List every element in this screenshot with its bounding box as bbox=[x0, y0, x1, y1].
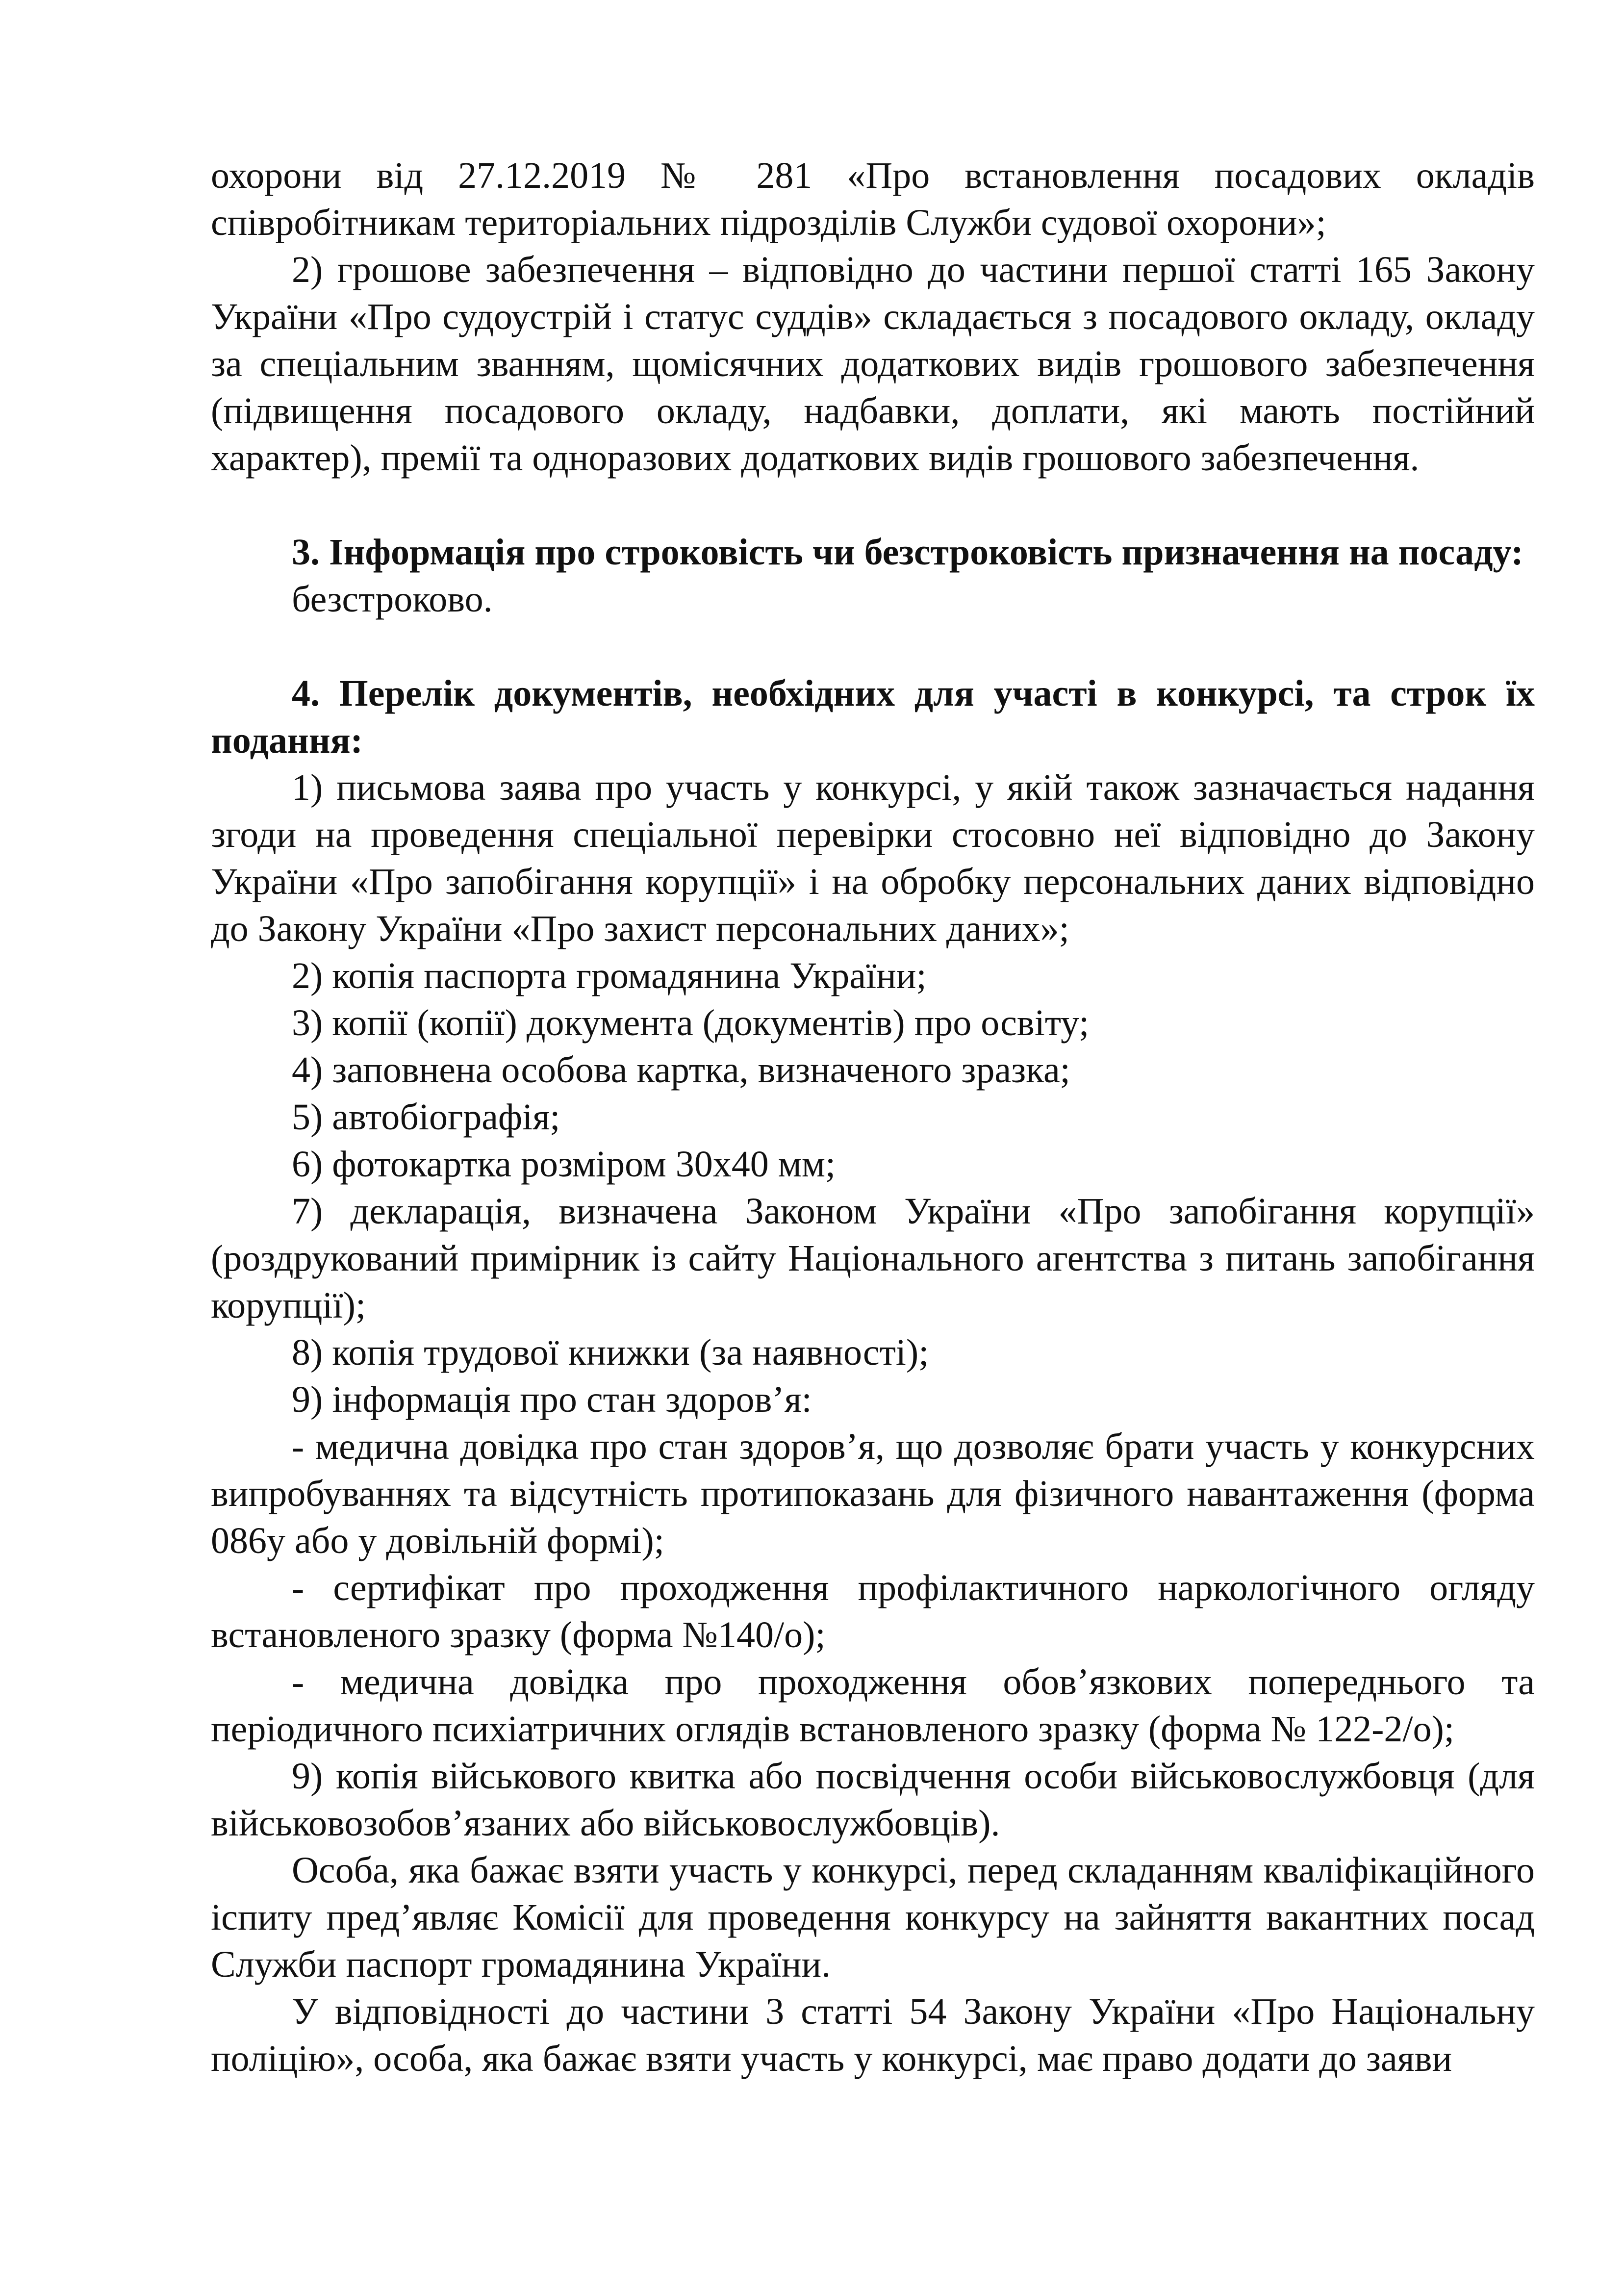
passport-paragraph: Особа, яка бажає взяти участь у конкурсі, перед складанням кваліфікаційного іспиту пред’являє Комісії для проведення конкурсу на зайняття вакантних посад Служби паспорт громадянина України. bbox=[211, 1850, 1535, 1985]
health-list-item: - медична довідка про проходження обов’язкових попереднього та періодичного психіатричних оглядів встановленого зразку (форма № 122-2/о); bbox=[211, 1661, 1535, 1750]
document-list-item: 5) автобіографія; bbox=[292, 1096, 560, 1138]
health-list-item: - сертифікат про проходження профілактичного наркологічного огляду встановленого зразку (форма №140/о); bbox=[211, 1567, 1535, 1656]
section4-heading: 4. Перелік документів, необхідних для участі в конкурсі, та строк їх подання: bbox=[211, 673, 1535, 761]
spacer bbox=[211, 623, 1535, 670]
document-list-item: 6) фотокартка розміром 30х40 мм; bbox=[292, 1144, 836, 1185]
document-list-item: 2) копія паспорта громадянина України; bbox=[292, 955, 927, 996]
section3-text: безстроково. bbox=[292, 579, 493, 620]
section3-heading: 3. Інформація про строковість чи безстроковість призначення на посаду: bbox=[292, 532, 1523, 573]
document-list-item: 4) заповнена особова картка, визначеного зразка; bbox=[292, 1049, 1070, 1091]
document-list-item: 3) копії (копії) документа (документів) про освіту; bbox=[292, 1002, 1090, 1044]
continuation-paragraph: охорони від 27.12.2019 № 281 «Про встановлення посадових окладів співробітникам територіальних підрозділів Служби судової охорони»; bbox=[211, 155, 1535, 243]
document-list-item: 7) декларація, визначена Законом України «Про запобігання корупції» (роздрукований примірник із сайту Національного агентства з питань запобігання корупції); bbox=[211, 1191, 1535, 1326]
document-list-item: 1) письмова заява про участь у конкурсі, у якій також зазначається надання згоди на проведення спеціальної перевірки стосовно неї відповідно до Закону України «Про запобігання корупції» і на обробку персональних даних відповідно до Закону України «Про захист персональних даних»; bbox=[211, 767, 1535, 949]
document-list-item: 9) інформація про стан здоров’я: bbox=[292, 1379, 812, 1420]
police-law-paragraph: У відповідності до частини 3 статті 54 Закону України «Про Національну поліцію», особа, яка бажає взяти участь у конкурсі, має право додати до заяви bbox=[211, 1991, 1535, 2079]
document-page bbox=[211, 152, 1535, 2082]
spacer bbox=[211, 482, 1535, 529]
salary-item: 2) грошове забезпечення – відповідно до частини першої статті 165 Закону України «Про судоустрій і статус суддів» складається з посадового окладу, окладу за спеціальним званням, щомісячних додаткових видів грошового забезпечення (підвищення посадового окладу, надбавки, доплати, які мають постійний характер), премії та одноразових додаткових видів грошового забезпечення. bbox=[211, 249, 1535, 479]
military-item: 9) копія військового квитка або посвідчення особи військовослужбовця (для військовозобов’язаних або військовослужбовців). bbox=[211, 1756, 1535, 1844]
health-list-item: - медична довідка про стан здоров’я, що дозволяє брати участь у конкурсних випробуваннях та відсутність протипоказань для фізичного навантаження (форма 086у або у довільній формі); bbox=[211, 1426, 1535, 1561]
document-list-item: 8) копія трудової книжки (за наявності); bbox=[292, 1332, 929, 1373]
